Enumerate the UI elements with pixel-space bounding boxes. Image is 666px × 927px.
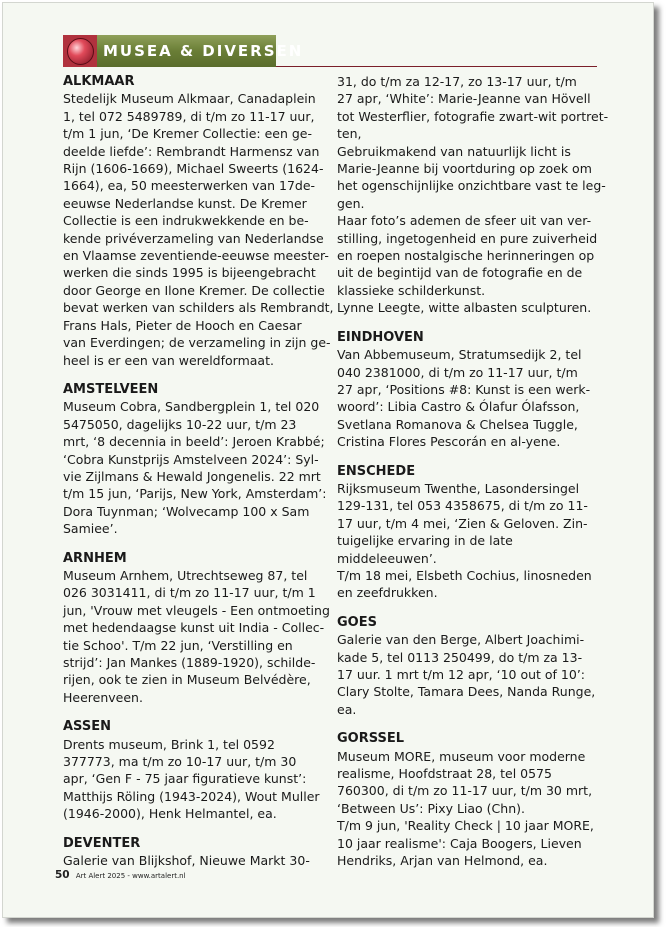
listing-text-line: 27 apr, ‘White’: Marie-Jeanne van Hövell	[337, 91, 591, 107]
listing-text-line: eeuwse Nederlandse kunst. De Kremer	[63, 195, 307, 211]
listing-text-line: Rijn (1606-1669), Michael Sweerts (1624-	[63, 161, 324, 177]
listing-text-line: en Vlaamse zeventiende-eeuwse meester-	[63, 248, 329, 264]
listing-text-line: heel is er een van wereldformaat.	[63, 352, 274, 368]
city-heading: ARNHEM	[63, 550, 127, 566]
footer-source: Art Alert 2025 - www.artalert.nl	[75, 872, 186, 880]
listing-text-line: ‘Cobra Kunstprijs Amstelveen 2024’: Syl-	[63, 451, 319, 467]
listing-text-line: Stedelijk Museum Alkmaar, Canadaplein	[63, 91, 316, 107]
listing-text-line: Frans Hals, Pieter de Hooch en Caesar	[63, 317, 302, 333]
listing-text-line: van Everdingen; de verzameling in zijn ge-	[63, 335, 331, 351]
listing-text-line: ten,	[337, 126, 362, 142]
listing-entry	[63, 718, 331, 822]
page-footer	[55, 869, 186, 881]
listing-text-line: Heerenveen.	[63, 689, 143, 705]
listing-text-line: jun, 'Vrouw met vleugels - Een ontmoeting	[63, 602, 330, 618]
listing-text-line: en zeefdrukken.	[337, 585, 438, 601]
listing-entry	[63, 550, 331, 707]
listing-text-line: 10 jaar realisme': Caja Boogers, Lieven	[337, 835, 582, 851]
listing-text-line: T/m 18 mei, Elsbeth Cochius, linosneden	[337, 567, 592, 583]
listing-text-line: gen.	[337, 195, 365, 211]
listing-text-line: stilling, ingetogenheid en pure zuiverheid	[337, 230, 598, 246]
listing-entry	[337, 329, 603, 451]
city-heading: DEVENTER	[63, 835, 141, 851]
listing-text-line: T/m 9 jun, 'Reality Check | 10 jaar MORE,	[337, 818, 594, 834]
listing-entry	[63, 835, 331, 870]
red-ball-icon	[67, 38, 94, 65]
listing-text-line: mrt, ‘8 decennia in beeld’: Jeroen Krabbé;	[63, 434, 325, 450]
listing-text-line: Collectie is een indrukwekkende en be-	[63, 213, 309, 229]
city-heading: ALKMAAR	[63, 74, 135, 89]
listing-text-line: 026 3031411, di t/m zo 11-17 uur, t/m 1	[63, 585, 316, 601]
listing-text-line: ea.	[337, 701, 357, 717]
listing-text-line: Marie-Jeanne bij voortduring op zoek om	[337, 161, 592, 177]
listing-text-line: 31, do t/m za 12-17, zo 13-17 uur, t/m	[337, 74, 577, 89]
listing-text-line: apr, ‘Gen F - 75 jaar figuratieve kunst’:	[63, 771, 307, 787]
listing-text-line: Clary Stolte, Tamara Dees, Nanda Runge,	[337, 684, 596, 700]
section-title: MUSEA & DIVERSEN	[103, 42, 304, 60]
listing-text-line: t/m 1 jun, ‘De Kremer Collectie: een ge-	[63, 126, 312, 142]
listing-entry	[63, 73, 334, 369]
listing-text-line: 17 uur. 1 mrt t/m 12 apr, ‘10 out of 10’:	[337, 667, 586, 682]
city-heading: GOES	[337, 614, 377, 630]
page-number: 50	[55, 869, 70, 881]
listing-text-line: 377773, ma t/m zo 10-17 uur, t/m 30	[63, 754, 297, 770]
city-heading: GORSSEL	[337, 731, 405, 747]
listing-text-line: uit de begintijd van de fotografie en de	[337, 265, 583, 281]
left-column	[63, 73, 334, 881]
listing-text-line: 040 2381000, di t/m zo 11-17 uur, t/m	[337, 364, 578, 380]
listing-text-line: werken die sinds 1995 is bijeengebracht	[63, 265, 316, 281]
listing-entry	[337, 463, 603, 602]
listing-text-line: (1946-2000), Henk Helmantel, ea.	[63, 806, 277, 822]
listing-text-line: klassieke schilderkunst.	[337, 282, 486, 298]
listing-text-line: Rijksmuseum Twenthe, Lasondersingel	[337, 480, 580, 496]
listing-text-line: woord’: Libia Castro & Ólafur Ólafsson,	[337, 399, 580, 415]
listing-text-line: t/m 15 jun, ‘Parijs, New York, Amsterdam’:	[63, 486, 327, 502]
listing-text-line: rijen, ook te zien in Museum Belvédère,	[63, 672, 311, 688]
listing-text-line: het ogenschijnlijke onzichtbare vast te leg-	[337, 178, 606, 194]
listing-entry	[63, 381, 331, 538]
listing-text-line: middeleeuwen’.	[337, 550, 437, 566]
listing-text-line: Lynne Leegte, witte albasten sculpturen.	[337, 300, 592, 316]
listing-text-line: tot Westerflier, fotografie zwart-wit portret-	[337, 108, 609, 124]
listing-text-line: 760300, di t/m zo 11-17 uur, t/m 30 mrt,	[337, 783, 593, 799]
listing-text-line: 1664), ea, 50 meesterwerken van 17de-	[63, 178, 316, 194]
listing-entry	[337, 614, 603, 718]
banner-badge	[63, 35, 97, 67]
listing-text-line: realisme, Hoofdstraat 28, tel 0575	[337, 766, 552, 782]
city-heading: AMSTELVEEN	[63, 381, 159, 397]
listing-text-line: Van Abbemuseum, Stratumsedijk 2, tel	[337, 347, 582, 363]
listing-text-line: Samiee’.	[63, 521, 118, 537]
listing-text-line: kende privéverzameling van Nederlandse	[63, 230, 324, 246]
listing-text-line: Museum Cobra, Sandbergplein 1, tel 020	[63, 399, 320, 415]
listing-text-line: strijd’: Jan Mankes (1889-1920), schilde-	[63, 655, 316, 670]
city-heading: EINDHOVEN	[337, 329, 424, 345]
listing-text-line: ‘Between Us’: Pixy Liao (Chn).	[337, 800, 525, 816]
listing-text-line: 17 uur, t/m 4 mei, ‘Zien & Geloven. Zin-	[337, 515, 588, 531]
listing-text-line: kade 5, tel 0113 250499, do t/m za 13-	[337, 649, 583, 665]
listing-text-line: tuigelijke ervaring in de late	[337, 533, 513, 549]
listing-text-line: 129-131, tel 053 4358675, di t/m zo 11-	[337, 498, 588, 514]
listing-text-line: Matthijs Röling (1943-2024), Wout Muller	[63, 788, 320, 804]
city-heading: ENSCHEDE	[337, 463, 416, 479]
listing-text-line: tie Schoo'. T/m 22 jun, ‘Verstilling en	[63, 637, 293, 653]
listing-text-line: en roepen nostalgische herinneringen op	[337, 248, 595, 264]
listing-text-line: 5475050, dagelijks 10-22 uur, t/m 23	[63, 416, 297, 432]
listing-text-line: Museum Arnhem, Utrechtseweg 87, tel	[63, 567, 308, 583]
magazine-page	[2, 2, 654, 918]
listing-text-line: Haar foto’s ademen de sfeer uit van ver-	[337, 213, 592, 229]
listing-text-line: Cristina Flores Pescorán en al-yene.	[337, 434, 561, 450]
listing-entry	[337, 730, 603, 869]
listing-text-line: Hendriks, Arjan van Helmond, ea.	[337, 853, 548, 869]
listing-text-line: met hedendaagse kunst uit India - Collec-	[63, 620, 325, 636]
listing-text-line: 27 apr, ‘Positions #8: Kunst is een werk-	[337, 381, 591, 397]
listing-text-line: Drents museum, Brink 1, tel 0592	[63, 736, 275, 752]
listing-text-line: 1, tel 072 5489789, di t/m zo 11-17 uur,	[63, 108, 315, 124]
listing-text-line: Galerie van Blijkshof, Nieuwe Markt 30-	[63, 853, 310, 869]
listing-text-line: bevat werken van schilders als Rembrandt,	[63, 300, 334, 316]
section-banner	[63, 35, 304, 67]
right-column	[337, 73, 609, 881]
city-heading: ASSEN	[63, 719, 111, 735]
listing-text-line: Svetlana Romanova & Chelsea Tuggle,	[337, 416, 578, 432]
listing-text-line: Galerie van den Berge, Albert Joachimi-	[337, 632, 585, 648]
listing-text-line: deelde liefde’: Rembrandt Harmensz van	[63, 143, 320, 159]
listing-text-line: Museum MORE, museum voor moderne	[337, 748, 586, 764]
listing-text-line: Dora Tuynman; ‘Wolvecamp 100 x Sam	[63, 503, 310, 519]
listing-text-line: Gebruikmakend van natuurlijk licht is	[337, 143, 571, 159]
listing-text-line: vie Zijlmans & Hewald Jongenelis. 22 mrt	[63, 468, 321, 484]
listing-text-line: door George en Ilone Kremer. De collectie	[63, 282, 325, 298]
listing-entry	[337, 73, 609, 317]
banner-divider	[276, 66, 597, 67]
